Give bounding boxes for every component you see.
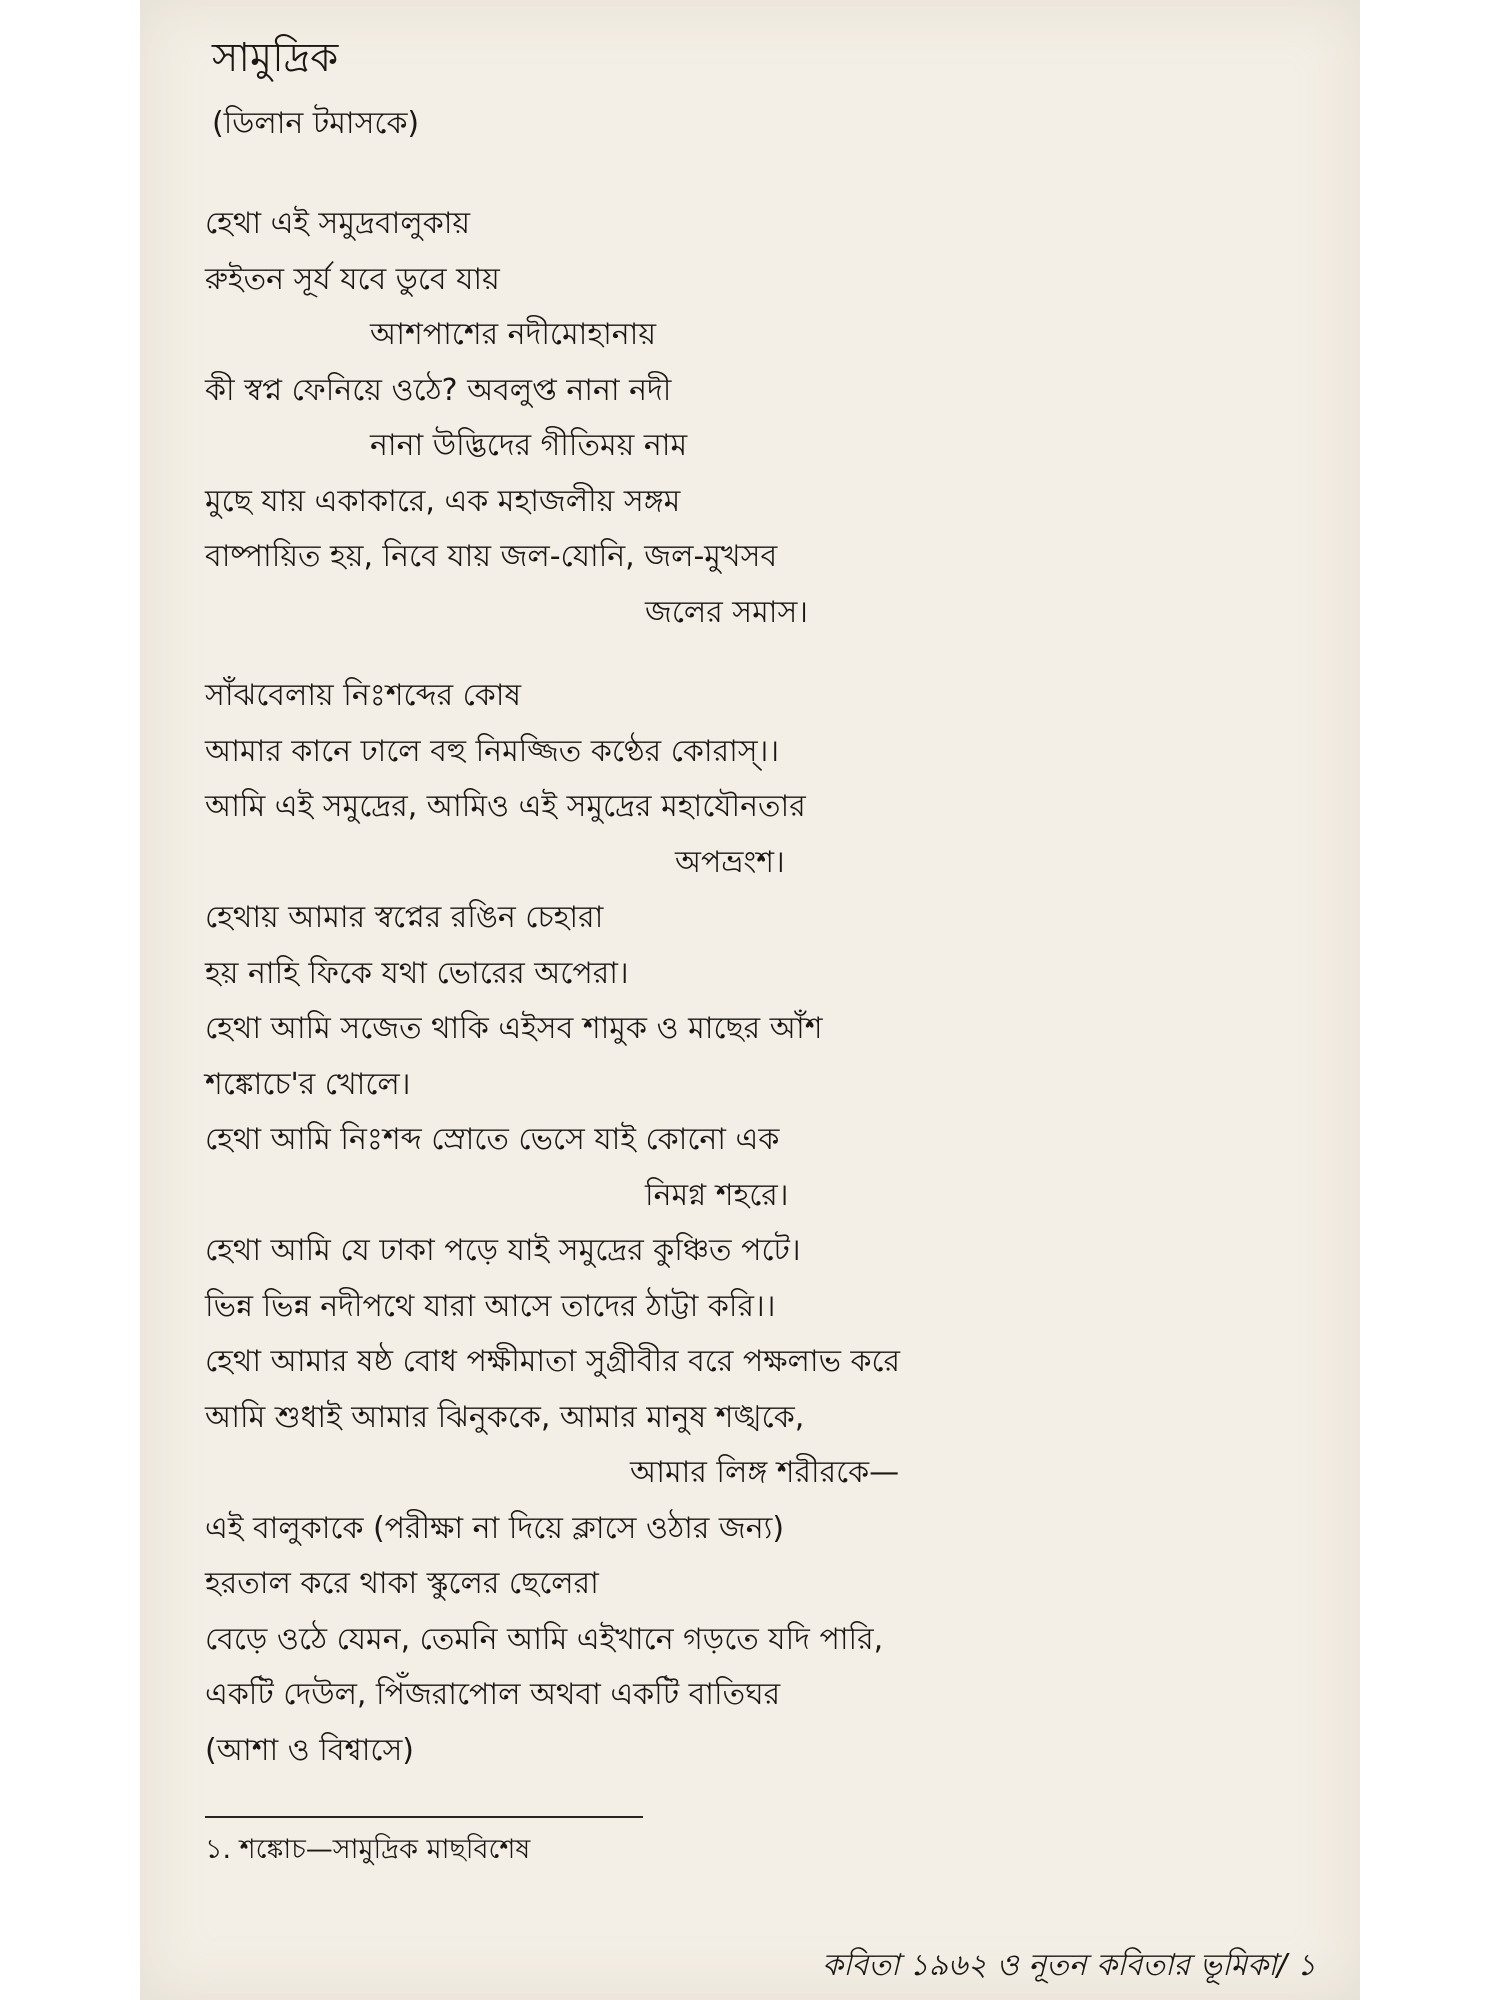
poem-line: শঙ্কোচে'র খোলে।: [205, 1066, 411, 1102]
poem-line: ভিন্ন ভিন্ন নদীপথে যারা আসে তাদের ঠাট্টা করি।।: [205, 1288, 776, 1324]
poem-line: রুইতন সূর্য যবে ডুবে যায়: [205, 261, 500, 297]
poem-line: একটি দেউল, পিঁজরাপোল অথবা একটি বাতিঘর: [205, 1677, 781, 1712]
poem-line: আশপাশের নদীমোহানায়: [370, 317, 657, 352]
poem-line: বাষ্পায়িত হয়, নিবে যায় জল-যোনি, জল-মুখসব: [205, 539, 778, 574]
poem-line: হেথা আমার ষষ্ঠ বোধ পক্ষীমাতা সুগ্রীবীর বরে পক্ষলাভ করে: [205, 1344, 901, 1379]
poem-line: নিমগ্ন শহরে।: [645, 1177, 789, 1213]
poem-line: হেথা আমি নিঃশব্দ স্রোতে ভেসে যাই কোনো এক: [205, 1122, 780, 1157]
poem-line: হরতাল করে থাকা স্কুলের ছেলেরা: [205, 1566, 599, 1601]
poem-body: [205, 196, 1305, 1778]
poem-line: হয় নাহি ফিকে যথা ভোরের অপেরা।: [205, 955, 629, 991]
poem-line: আমার কানে ঢালে বহু নিমজ্জিত কণ্ঠের কোরাস্।।: [205, 733, 780, 769]
poem-line: নানা উদ্ভিদের গীতিময় নাম: [370, 428, 688, 463]
footnote: ১. শঙ্কোচ—সামুদ্রিক মাছবিশেষ: [205, 1834, 531, 1865]
poem-line: অপভ্রংশ।: [675, 844, 785, 880]
poem-line: হেথা আমি সজেত থাকি এইসব শামুক ও মাছের আঁশ: [205, 1011, 823, 1046]
poem-line: আমি এই সমুদ্রের, আমিও এই সমুদ্রের মহাযৌনতার: [205, 789, 806, 824]
poem-line: আমি শুধাই আমার ঝিনুককে, আমার মানুষ শঙ্খকে,: [205, 1399, 805, 1435]
stanza-gap: [205, 640, 1305, 668]
page-footer: কবিতা ১৯৬২ ও নূতন কবিতার ভূমিকা/ ১: [822, 1948, 1316, 1983]
poem-line: হেথায় আমার স্বপ্নের রঙিন চেহারা: [205, 900, 604, 935]
poem-line: এই বালুকাকে (পরীক্ষা না দিয়ে ক্লাসে ওঠার জন্য): [205, 1510, 785, 1546]
poem-line: মুছে যায় একাকারে, এক মহাজলীয় সঙ্গম: [205, 483, 681, 519]
poem-dedication: (ডিলান টমাসকে): [212, 106, 420, 141]
poem-line: কী স্বপ্ন ফেনিয়ে ওঠে? অবলুপ্ত নানা নদী: [205, 372, 672, 408]
poem-line: বেড়ে ওঠে যেমন, তেমনি আমি এইখানে গড়তে যদি পারি,: [205, 1621, 884, 1657]
poem-line: হেথা আমি যে ঢাকা পড়ে যাই সমুদ্রের কুঞ্চিত পটে।: [205, 1233, 801, 1268]
poem-line: জলের সমাস।: [645, 594, 809, 630]
poem-line: আমার লিঙ্গ শরীরকে—: [630, 1455, 900, 1490]
book-page: [140, 0, 1360, 2000]
footnote-divider: [205, 1816, 643, 1818]
poem-line: হেথা এই সমুদ্রবালুকায়: [205, 206, 471, 241]
poem-line: (আশা ও বিশ্বাসে): [205, 1732, 414, 1768]
poem-line: সাঁঝবেলায় নিঃশব্দের কোষ: [205, 678, 522, 713]
poem-title: সামুদ্রিক: [212, 35, 339, 81]
